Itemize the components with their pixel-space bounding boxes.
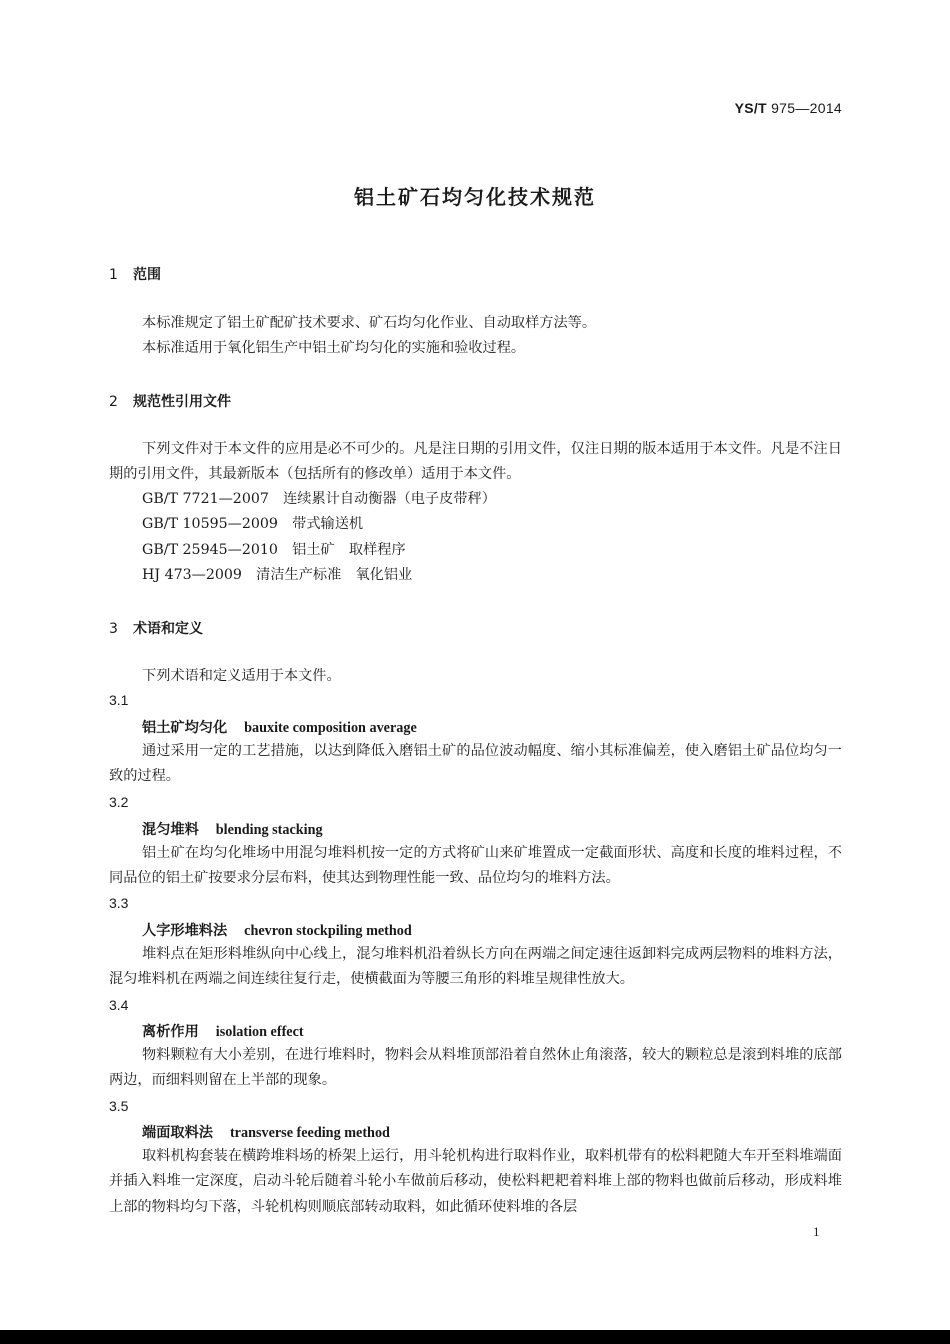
term-definition: 通过采用一定的工艺措施，以达到降低入磨铝土矿的品位波动幅度、缩小其标准偏差，使入磨铝土矿品位均匀一致的过程。 <box>109 743 842 785</box>
section-number: 3 <box>109 621 118 637</box>
section-number: 1 <box>109 267 118 283</box>
document-code <box>735 100 842 116</box>
document-code-number: 975—2014 <box>766 100 842 116</box>
term-number: 3.5 <box>109 1098 129 1114</box>
reference-item: HJ 473—2009 清洁生产标准 氧化铝业 <box>142 567 413 583</box>
term-heading <box>142 819 323 839</box>
term-heading <box>142 920 412 940</box>
section-title: 范围 <box>133 267 161 283</box>
section-1-heading <box>109 264 161 284</box>
term-chinese: 人字形堆料法 <box>142 923 228 939</box>
term-number: 3.3 <box>109 895 129 911</box>
document-code-prefix: YS/T <box>734 100 767 116</box>
section-2-intro: 下列文件对于本文件的应用是必不可少的。凡是注日期的引用文件，仅注日期的版本适用于本文件。凡是不注日期的引用文件，其最新版本（包括所有的修改单）适用于本文件。 <box>109 441 842 483</box>
term-chinese: 混匀堆料 <box>142 822 199 838</box>
reference-item: GB/T 10595—2009 带式输送机 <box>142 516 364 532</box>
term-english: isolation effect <box>215 1024 304 1040</box>
section-1-paragraph-2: 本标准适用于氧化铝生产中铝土矿均匀化的实施和验收过程。 <box>142 340 526 356</box>
term-heading <box>142 1122 390 1142</box>
term-english: bauxite composition average <box>244 720 417 736</box>
section-number: 2 <box>109 394 118 410</box>
term-definition: 堆料点在矩形料堆纵向中心线上，混匀堆料机沿着纵长方向在两端之间定速往返卸料完成两层物料的堆料方法，混匀堆料机在两端之间连续往复行走，使横截面为等腰三角形的料堆呈规律性放大。 <box>109 946 842 988</box>
term-heading <box>142 1021 304 1041</box>
section-title: 术语和定义 <box>133 621 203 637</box>
section-1-paragraph-1: 本标准规定了铝土矿配矿技术要求、矿石均匀化作业、自动取样方法等。 <box>142 315 597 331</box>
term-definition: 物料颗粒有大小差别，在进行堆料时，物料会从料堆顶部沿着自然休止角滚落，较大的颗粒总是滚到料堆的底部两边，而细料则留在上半部的现象。 <box>109 1047 842 1089</box>
page-title: 铝土矿石均匀化技术规范 <box>354 185 596 209</box>
reference-item: GB/T 7721—2007 连续累计自动衡器（电子皮带秤） <box>142 491 496 507</box>
term-number: 3.4 <box>109 997 129 1013</box>
term-english: transverse feeding method <box>229 1125 390 1141</box>
bottom-border <box>0 1330 950 1344</box>
term-definition: 铝土矿在均匀化堆场中用混匀堆料机按一定的方式将矿山来矿堆置成一定截面形状、高度和长度的堆料过程，不同品位的铝土矿按要求分层布料，使其达到物理性能一致、品位均匀的堆料方法。 <box>109 845 842 887</box>
section-title: 规范性引用文件 <box>133 394 231 410</box>
term-english: blending stacking <box>215 822 323 838</box>
section-3-heading <box>109 618 203 638</box>
page-number: 1 <box>813 1224 820 1239</box>
term-definition: 取料机构套装在横跨堆料场的桥架上运行，用斗轮机构进行取料作业，取料机带有的松料耙随大车开至料堆端面并插入料堆一定深度，启动斗轮后随着斗轮小车做前后移动，使松料耙耙着料堆上部的物料也做前后移动，形成料堆上部的物料均匀下落，斗轮机构则顺底部转动取料，如此循环使料堆的各层 <box>109 1148 842 1215</box>
section-3-intro: 下列术语和定义适用于本文件。 <box>142 668 341 684</box>
term-chinese: 离析作用 <box>142 1024 199 1040</box>
reference-item: GB/T 25945—2010 铝土矿 取样程序 <box>142 542 406 558</box>
term-chinese: 铝土矿均匀化 <box>142 720 228 736</box>
section-2-heading <box>109 391 231 411</box>
term-number: 3.1 <box>109 692 129 708</box>
term-chinese: 端面取料法 <box>142 1125 213 1141</box>
term-english: chevron stockpiling method <box>244 923 412 939</box>
term-heading <box>142 717 417 737</box>
term-number: 3.2 <box>109 794 129 810</box>
